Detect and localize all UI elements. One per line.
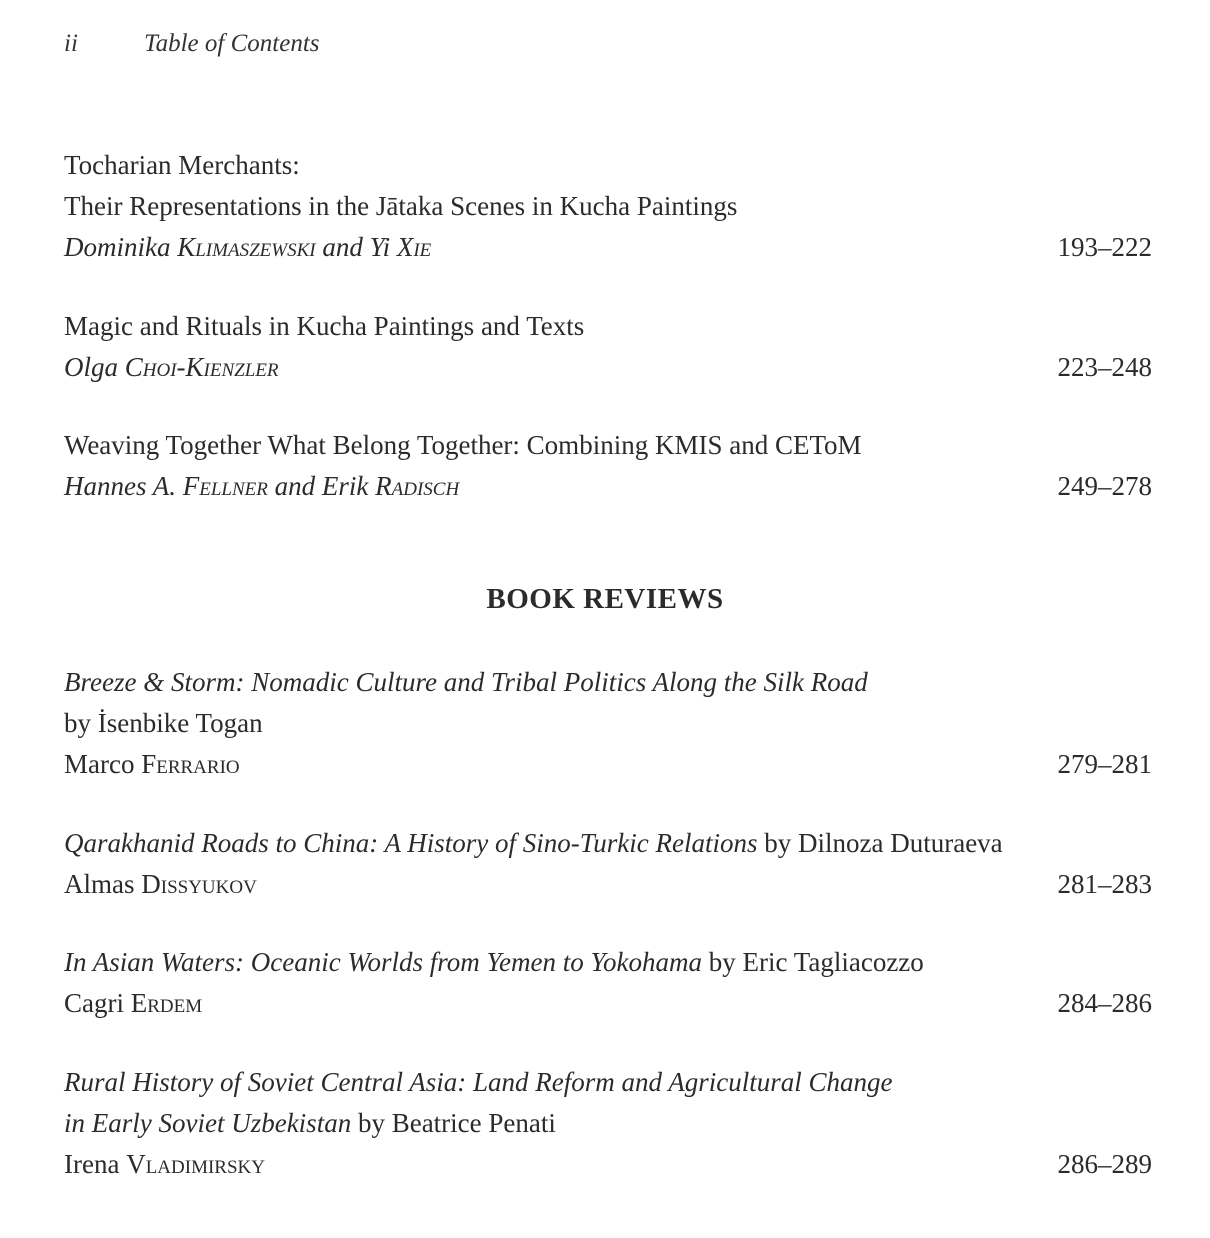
page-range: 284–286 bbox=[1057, 988, 1152, 1018]
review-entry[interactable] bbox=[64, 823, 1152, 905]
review-entry[interactable] bbox=[64, 662, 1152, 785]
page-range: 249–278 bbox=[1057, 471, 1152, 501]
entry-title: Tocharian Merchants: bbox=[64, 150, 300, 180]
page-range: 281–283 bbox=[1057, 869, 1152, 899]
book-author: by Beatrice Penati bbox=[351, 1108, 556, 1138]
book-title: Breeze & Storm: Nomadic Culture and Tribal Politics Along the Silk Road bbox=[64, 667, 868, 697]
book-author: by Eric Tagliacozzo bbox=[702, 947, 924, 977]
book-title-line bbox=[64, 1103, 1152, 1144]
book-title: Rural History of Soviet Central Asia: Land Reform and Agricultural Change bbox=[64, 1067, 893, 1097]
reviewer: Marco Ferrario 279–281 bbox=[64, 744, 1152, 785]
book-title: In Asian Waters: Oceanic Worlds from Yemen to Yokohama bbox=[64, 947, 703, 977]
toc-entry[interactable] bbox=[64, 306, 1152, 388]
running-title: Table of Contents bbox=[144, 30, 320, 57]
reviewer: Cagri Erdem 284–286 bbox=[64, 983, 1152, 1024]
review-entry[interactable] bbox=[64, 942, 1152, 1024]
toc-entry[interactable] bbox=[64, 145, 1152, 268]
book-title: in Early Soviet Uzbekistan bbox=[64, 1108, 352, 1138]
page-range: 279–281 bbox=[1057, 749, 1152, 779]
running-header bbox=[64, 30, 320, 58]
book-author: by Dilnoza Duturaeva bbox=[757, 828, 1003, 858]
page-number: ii bbox=[64, 30, 78, 57]
book-title-line bbox=[64, 942, 1152, 983]
entry-title: Weaving Together What Belong Together: Combining KMIS and CEToM bbox=[64, 430, 862, 460]
page-range: 223–248 bbox=[1057, 352, 1152, 382]
book-title-line bbox=[64, 823, 1152, 864]
entry-title: Magic and Rituals in Kucha Paintings and Texts bbox=[64, 311, 585, 341]
page-range: 286–289 bbox=[1057, 1149, 1152, 1179]
book-title: Qarakhanid Roads to China: A History of Sino-Turkic Relations bbox=[64, 828, 758, 858]
entry-authors: Olga Choi-Kienzler 223–248 bbox=[64, 347, 1152, 388]
book-author: by İsenbike Togan bbox=[64, 708, 263, 738]
entry-authors: Hannes A. Fellner and Erik Radisch 249–278 bbox=[64, 466, 1152, 507]
entry-title: Their Representations in the Jātaka Scenes in Kucha Paintings bbox=[64, 191, 738, 221]
toc-entry[interactable] bbox=[64, 425, 1152, 507]
reviewer: Irena Vladimirsky 286–289 bbox=[64, 1144, 1152, 1185]
section-title-book-reviews: BOOK REVIEWS bbox=[486, 583, 724, 615]
review-entry[interactable] bbox=[64, 1062, 1152, 1185]
reviewer: Almas Dissyukov 281–283 bbox=[64, 864, 1152, 905]
entry-authors: Dominika Klimaszewski and Yi Xie 193–222 bbox=[64, 227, 1152, 268]
page-range: 193–222 bbox=[1057, 232, 1152, 262]
